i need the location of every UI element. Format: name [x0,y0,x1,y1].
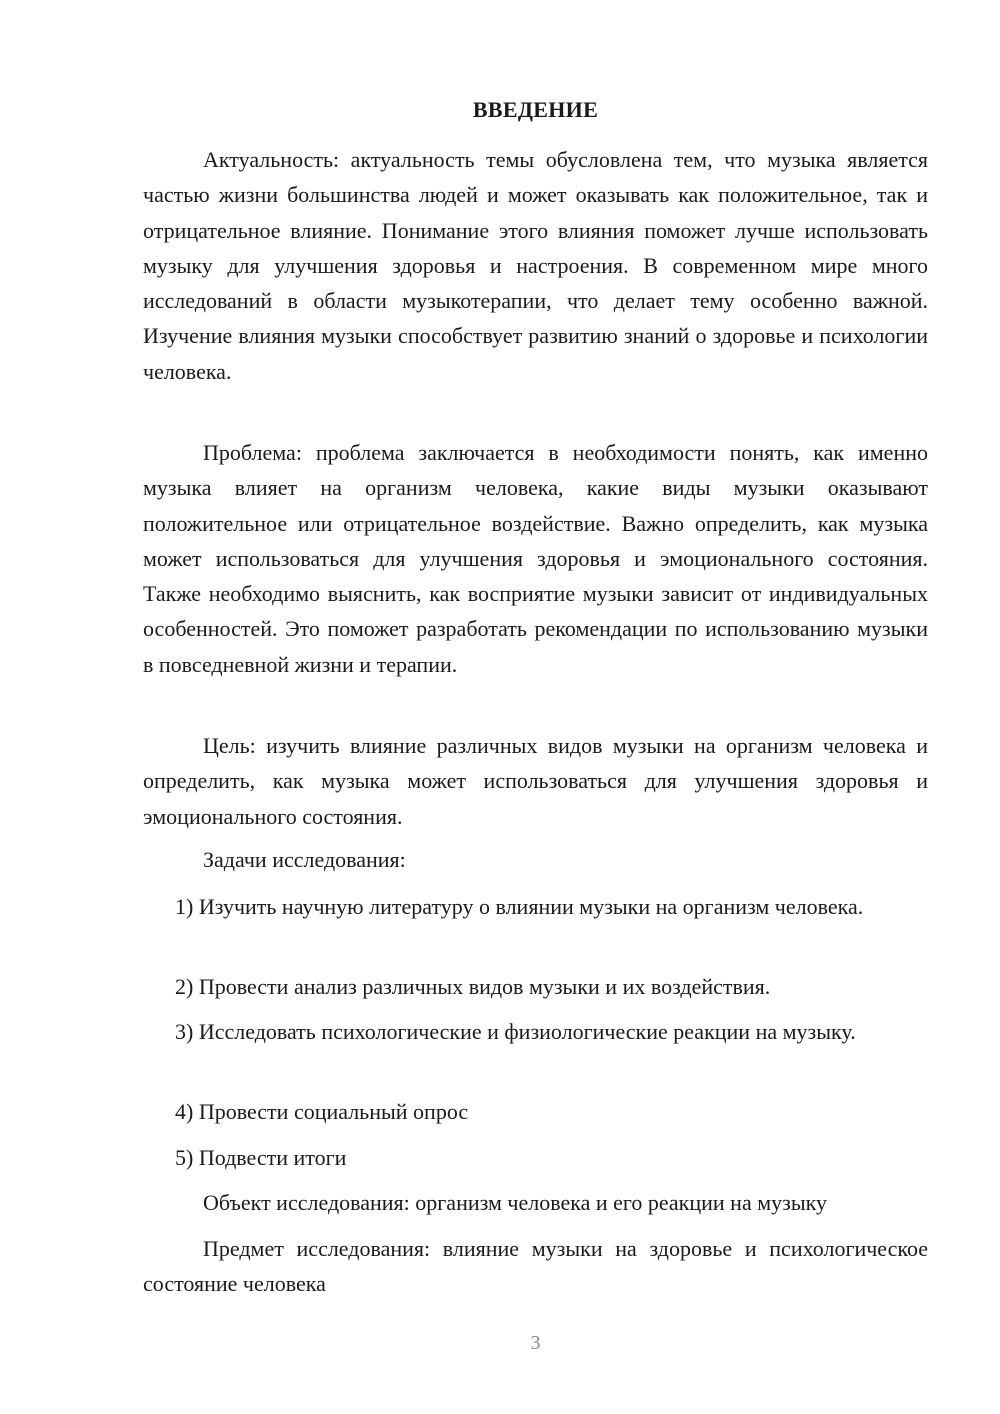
task-item-2: 2) Провести анализ различных видов музыки и их воздействия. [175,974,771,999]
page-number: 3 [530,1332,541,1354]
paragraph-problem: Проблема: проблема заключается в необходимости понять, как именно музыка влияет на организм человека, какие виды музыки оказывают положительное или отрицательное воздействие. Важно определить, как музыка может использоваться для улучшения здоровья и эмоционального состояния. Также необходимо выяснить, как восприятие музыки зависит от индивидуальных особенностей. Это поможет разработать рекомендации по использованию музыки в повседневной жизни и терапии. [143,440,928,677]
paragraph-goal: Цель: изучить влияние различных видов музыки на организм человека и определить, как музыка может использоваться для улучшения здоровья и эмоционального состояния. [143,733,928,829]
paragraph-subject: Предмет исследования: влияние музыки на здоровье и психологическое состояние человека [143,1236,928,1297]
task-item-3: 3) Исследовать психологические и физиологические реакции на музыку. [175,1019,856,1044]
tasks-heading: Задачи исследования: [203,847,406,872]
section-heading: ВВЕДЕНИЕ [472,97,599,122]
paragraph-object: Объект исследования: организм человека и его реакции на музыку [203,1190,827,1215]
task-item-1: 1) Изучить научную литературу о влиянии музыки на организм человека. [175,894,864,919]
task-item-4: 4) Провести социальный опрос [175,1099,469,1124]
task-item-5: 5) Подвести итоги [175,1145,347,1170]
paragraph-relevance: Актуальность: актуальность темы обусловлена тем, что музыка является частью жизни большинства людей и может оказывать как положительное, так и отрицательное влияние. Понимание этого влияния поможет лучше использовать музыку для улучшения здоровья и настроения. В современном мире много исследований в области музыкотерапии, что делает тему особенно важной. Изучение влияния музыки способствует развитию знаний о здоровье и психологии человека. [143,147,928,384]
